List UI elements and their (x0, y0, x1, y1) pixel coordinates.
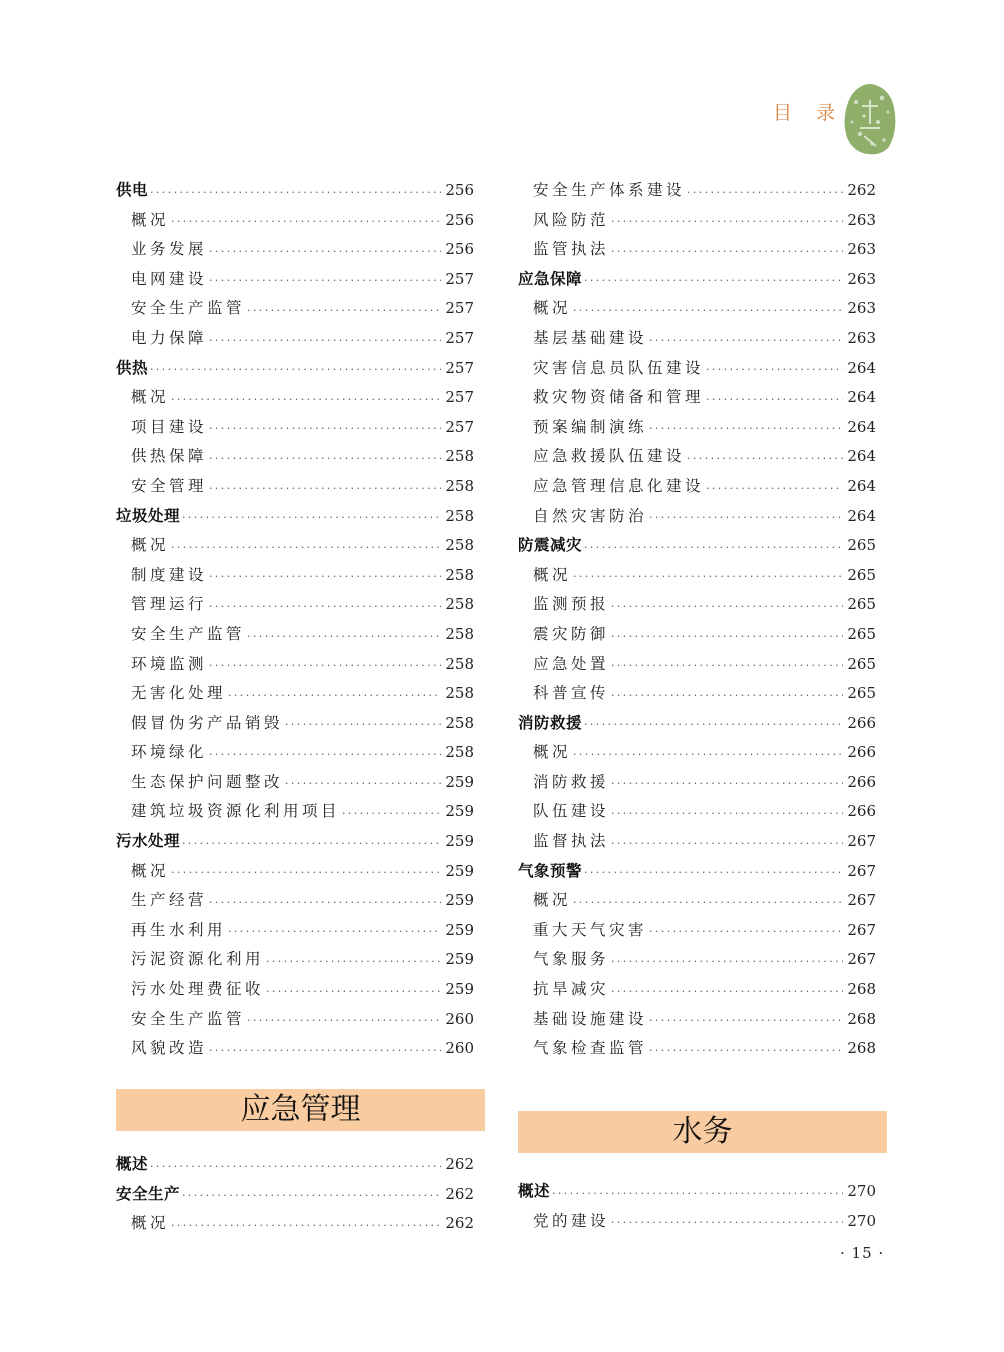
leader-dots (687, 446, 843, 472)
toc-right-after-banner (518, 1177, 876, 1236)
leader-dots (611, 683, 843, 709)
toc-entry-label: 概述 (116, 1155, 149, 1173)
leader-dots (247, 624, 441, 650)
toc-subsection-entry[interactable] (518, 294, 876, 324)
toc-entry-page: 267 (847, 920, 876, 939)
toc-subsection-entry[interactable] (518, 1034, 876, 1064)
toc-entry-label: 风险防范 (533, 210, 610, 229)
toc-subsection-entry[interactable] (518, 502, 876, 532)
toc-entry-page: 258 (445, 565, 474, 584)
toc-entry-page: 265 (847, 565, 876, 584)
toc-section-entry[interactable] (116, 176, 474, 206)
leader-dots (573, 564, 843, 590)
toc-entry-page: 262 (445, 1184, 474, 1203)
toc-subsection-entry[interactable] (116, 206, 474, 236)
leader-dots (182, 831, 441, 857)
toc-entry-page: 258 (445, 713, 474, 732)
toc-entry-page: 268 (847, 980, 876, 999)
toc-entry-page: 262 (445, 1214, 474, 1233)
toc-entry-label: 队伍建设 (533, 802, 610, 821)
leader-dots (573, 298, 843, 324)
toc-entry-page: 258 (445, 595, 474, 614)
toc-section-entry[interactable] (116, 827, 474, 857)
toc-subsection-entry[interactable] (116, 472, 474, 502)
toc-subsection-entry[interactable] (518, 206, 876, 236)
toc-entry-page: 257 (445, 269, 474, 288)
toc-entry-page: 263 (847, 299, 876, 318)
toc-entry-page: 263 (847, 210, 876, 229)
toc-entry-label: 供热 (116, 358, 149, 377)
toc-entry-label: 电网建设 (131, 269, 208, 288)
toc-entry-page: 267 (847, 950, 876, 969)
toc-entry-label: 应急管理信息化建设 (533, 476, 705, 495)
toc-entry-label: 环境绿化 (131, 743, 208, 762)
toc-subsection-entry[interactable] (116, 945, 474, 975)
toc-entry-page: 262 (445, 1155, 474, 1173)
toc-entry-label: 污泥资源化利用 (131, 950, 265, 969)
leader-dots (171, 860, 441, 886)
toc-entry-label: 重大天气灾害 (533, 920, 648, 939)
leader-dots (611, 831, 843, 857)
toc-entry-page: 264 (847, 388, 876, 407)
toc-entry-page: 266 (847, 802, 876, 821)
toc-section-entry[interactable] (518, 531, 876, 561)
leader-dots (584, 268, 843, 294)
toc-entry-page: 259 (445, 861, 474, 880)
toc-entry-page: 262 (847, 181, 876, 199)
toc-subsection-entry[interactable] (518, 561, 876, 591)
toc-entry-label: 震灾防御 (533, 624, 610, 643)
leader-dots (209, 594, 441, 620)
toc-entry-label: 气象检查监管 (533, 1039, 648, 1058)
leader-dots (687, 180, 843, 206)
toc-entry-label: 安全生产体系建设 (533, 181, 686, 199)
toc-entry-page: 258 (445, 476, 474, 495)
toc-right-column (518, 176, 876, 1064)
toc-subsection-entry[interactable] (518, 590, 876, 620)
leader-dots (150, 357, 441, 383)
toc-entry-page: 259 (445, 950, 474, 969)
leader-dots (584, 860, 843, 886)
toc-entry-page: 259 (445, 802, 474, 821)
toc-entry-label: 无害化处理 (131, 684, 227, 703)
leader-dots (611, 239, 843, 265)
toc-entry-label: 监督执法 (533, 832, 610, 851)
toc-subsection-entry[interactable] (116, 679, 474, 709)
leader-dots (611, 209, 843, 235)
toc-entry-label: 气象预警 (518, 861, 583, 880)
toc-subsection-entry[interactable] (116, 975, 474, 1005)
toc-subsection-entry[interactable] (116, 916, 474, 946)
toc-entry-label: 基础设施建设 (533, 1009, 648, 1028)
leader-dots (649, 1008, 843, 1034)
toc-subsection-entry[interactable] (116, 531, 474, 561)
toc-entry-label: 预案编制演练 (533, 417, 648, 436)
toc-entry-page: 258 (445, 536, 474, 555)
toc-entry-label: 科普宣传 (533, 684, 610, 703)
toc-entry-label: 概况 (533, 743, 572, 762)
toc-entry-label: 救灾物资储备和管理 (533, 388, 705, 407)
toc-entry-page: 257 (445, 358, 474, 377)
toc-entry-page: 258 (445, 506, 474, 525)
toc-entry-label: 气象服务 (533, 950, 610, 969)
toc-subsection-entry[interactable] (116, 294, 474, 324)
toc-subsection-entry[interactable] (116, 709, 474, 739)
leader-dots (611, 771, 843, 797)
toc-subsection-entry[interactable] (116, 768, 474, 798)
toc-entry-label: 项目建设 (131, 417, 208, 436)
toc-entry-label: 应急保障 (518, 269, 583, 288)
toc-subsection-entry[interactable] (518, 1207, 876, 1237)
toc-entry-label: 灾害信息员队伍建设 (533, 358, 705, 377)
leader-dots (171, 387, 441, 413)
toc-entry-label: 防震减灾 (518, 536, 583, 555)
toc-entry-label: 制度建设 (131, 565, 208, 584)
toc-entry-label: 风貌改造 (131, 1039, 208, 1058)
toc-entry-page: 263 (847, 240, 876, 259)
toc-entry-page: 270 (847, 1211, 876, 1230)
leader-dots (209, 742, 441, 768)
toc-entry-label: 消防救援 (533, 772, 610, 791)
toc-entry-page: 263 (847, 269, 876, 288)
toc-subsection-entry[interactable] (116, 857, 474, 887)
section-banner-emergency-management: 应急管理 (116, 1089, 485, 1131)
leader-dots (611, 653, 843, 679)
toc-entry-label: 概况 (131, 536, 170, 555)
toc-entry-page: 257 (445, 299, 474, 318)
leader-dots (247, 1008, 441, 1034)
toc-subsection-entry[interactable] (116, 590, 474, 620)
leader-dots (611, 979, 843, 1005)
leader-dots (209, 268, 441, 294)
toc-entry-label: 污水处理 (116, 832, 181, 851)
toc-entry-label: 电力保障 (131, 328, 208, 347)
toc-subsection-entry[interactable] (116, 383, 474, 413)
leader-dots (209, 653, 441, 679)
toc-subsection-entry[interactable] (518, 413, 876, 443)
leader-dots (573, 742, 843, 768)
toc-section-entry[interactable] (518, 709, 876, 739)
leader-dots (266, 949, 441, 975)
leader-dots (209, 890, 441, 916)
toc-entry-page: 265 (847, 595, 876, 614)
leader-dots (649, 919, 843, 945)
toc-entry-label: 概况 (533, 299, 572, 318)
leader-dots (649, 416, 843, 442)
leader-dots (150, 1154, 441, 1180)
leader-dots (342, 801, 441, 827)
leader-dots (649, 1038, 843, 1064)
toc-entry-label: 消防救援 (518, 713, 583, 732)
toc-subsection-entry[interactable] (116, 797, 474, 827)
toc-entry-label: 安全生产监管 (131, 299, 246, 318)
toc-entry-label: 抗旱减灾 (533, 980, 610, 999)
toc-entry-label: 监测预报 (533, 595, 610, 614)
leader-dots (611, 801, 843, 827)
toc-subsection-entry[interactable] (518, 383, 876, 413)
toc-entry-page: 264 (847, 358, 876, 377)
toc-subsection-entry[interactable] (518, 975, 876, 1005)
leader-dots (285, 771, 441, 797)
leader-dots (171, 535, 441, 561)
toc-section-entry[interactable] (518, 265, 876, 295)
leader-dots (150, 180, 441, 206)
toc-subsection-entry[interactable] (518, 916, 876, 946)
toc-entry-page: 260 (445, 1009, 474, 1028)
leader-dots (209, 476, 441, 502)
toc-section-entry[interactable] (116, 1150, 474, 1180)
toc-entry-page: 256 (445, 181, 474, 199)
toc-entry-label: 再生水利用 (131, 920, 227, 939)
toc-entry-label: 概况 (533, 891, 572, 910)
toc-entry-page: 270 (847, 1182, 876, 1200)
toc-subsection-entry[interactable] (116, 620, 474, 650)
toc-left-column (116, 176, 474, 1064)
leader-dots (552, 1181, 843, 1207)
toc-subsection-entry[interactable] (518, 620, 876, 650)
toc-subsection-entry[interactable] (518, 768, 876, 798)
toc-entry-label: 概况 (131, 210, 170, 229)
toc-subsection-entry[interactable] (518, 945, 876, 975)
toc-subsection-entry[interactable] (518, 827, 876, 857)
toc-entry-label: 概况 (131, 388, 170, 407)
toc-subsection-entry[interactable] (518, 324, 876, 354)
toc-entry-page: 257 (445, 417, 474, 436)
leader-dots (285, 712, 441, 738)
toc-entry-label: 监管执法 (533, 240, 610, 259)
toc-entry-page: 259 (445, 772, 474, 791)
toc-subsection-entry[interactable] (116, 413, 474, 443)
toc-subsection-entry[interactable] (116, 324, 474, 354)
toc-entry-page: 265 (847, 684, 876, 703)
toc-subsection-entry[interactable] (116, 265, 474, 295)
leader-dots (247, 298, 441, 324)
toc-entry-label: 供热保障 (131, 447, 208, 466)
toc-entry-label: 概况 (533, 565, 572, 584)
leader-dots (611, 624, 843, 650)
toc-entry-page: 266 (847, 713, 876, 732)
toc-entry-page: 267 (847, 891, 876, 910)
leader-dots (611, 594, 843, 620)
toc-entry-page: 258 (445, 624, 474, 643)
leader-dots (171, 209, 441, 235)
toc-entry-label: 假冒伪劣产品销毁 (131, 713, 284, 732)
leader-dots (573, 890, 843, 916)
toc-entry-page: 256 (445, 240, 474, 259)
toc-entry-page: 258 (445, 447, 474, 466)
leader-dots (706, 476, 843, 502)
toc-entry-page: 259 (445, 891, 474, 910)
toc-entry-page: 267 (847, 832, 876, 851)
toc-section-entry[interactable] (518, 857, 876, 887)
leader-dots (182, 505, 441, 531)
toc-entry-label: 概述 (518, 1182, 551, 1200)
toc-subsection-entry[interactable] (116, 886, 474, 916)
toc-section-entry[interactable] (116, 502, 474, 532)
toc-subsection-entry[interactable] (518, 1005, 876, 1035)
leader-dots (266, 979, 441, 1005)
toc-entry-label: 自然灾害防治 (533, 506, 648, 525)
toc-entry-label: 安全生产监管 (131, 624, 246, 643)
toc-entry-page: 266 (847, 772, 876, 791)
leader-dots (611, 949, 843, 975)
toc-entry-label: 垃圾处理 (116, 506, 181, 525)
toc-entry-label: 党的建设 (533, 1211, 610, 1230)
toc-subsection-entry[interactable] (518, 235, 876, 265)
toc-entry-page: 264 (847, 417, 876, 436)
toc-entry-page: 259 (445, 920, 474, 939)
toc-entry-page: 267 (847, 861, 876, 880)
toc-subsection-entry[interactable] (518, 738, 876, 768)
leader-dots (649, 328, 843, 354)
toc-subsection-entry[interactable] (116, 442, 474, 472)
toc-entry-page: 264 (847, 476, 876, 495)
toc-entry-label: 安全管理 (131, 476, 208, 495)
leader-dots (171, 1213, 441, 1239)
toc-section-entry[interactable] (518, 1177, 876, 1207)
toc-entry-label: 安全生产监管 (131, 1009, 246, 1028)
toc-entry-label: 供电 (116, 181, 149, 199)
toc-entry-label: 生产经营 (131, 891, 208, 910)
toc-entry-label: 概况 (131, 861, 170, 880)
toc-entry-label: 建筑垃圾资源化利用项目 (131, 802, 341, 821)
toc-entry-page: 257 (445, 388, 474, 407)
toc-subsection-entry[interactable] (518, 176, 876, 206)
leader-dots (228, 683, 441, 709)
seal-stamp-icon (842, 82, 898, 156)
toc-entry-page: 266 (847, 743, 876, 762)
toc-header-title: 目 录 (773, 102, 845, 124)
leader-dots (228, 919, 441, 945)
toc-section-entry[interactable] (116, 1180, 474, 1210)
toc-entry-page: 258 (445, 684, 474, 703)
leader-dots (209, 564, 441, 590)
toc-entry-page: 265 (847, 536, 876, 555)
toc-subsection-entry[interactable] (518, 679, 876, 709)
leader-dots (209, 416, 441, 442)
toc-subsection-entry[interactable] (518, 472, 876, 502)
toc-entry-label: 管理运行 (131, 595, 208, 614)
toc-entry-page: 259 (445, 980, 474, 999)
toc-entry-page: 258 (445, 654, 474, 673)
toc-entry-label: 业务发展 (131, 240, 208, 259)
leader-dots (649, 505, 843, 531)
toc-subsection-entry[interactable] (116, 235, 474, 265)
toc-entry-label: 环境监测 (131, 654, 208, 673)
toc-entry-label: 基层基础建设 (533, 328, 648, 347)
leader-dots (209, 328, 441, 354)
leader-dots (611, 1210, 843, 1236)
toc-entry-label: 安全生产 (116, 1184, 181, 1203)
toc-subsection-entry[interactable] (518, 797, 876, 827)
toc-entry-page: 264 (847, 506, 876, 525)
leader-dots (584, 712, 843, 738)
toc-section-entry[interactable] (116, 354, 474, 384)
toc-subsection-entry[interactable] (116, 1034, 474, 1064)
toc-entry-page: 259 (445, 832, 474, 851)
toc-entry-label: 应急处置 (533, 654, 610, 673)
toc-subsection-entry[interactable] (116, 1005, 474, 1035)
toc-entry-page: 258 (445, 743, 474, 762)
toc-left-after-banner (116, 1150, 474, 1239)
section-banner-water-affairs: 水务 (518, 1111, 887, 1153)
toc-subsection-entry[interactable] (518, 886, 876, 916)
toc-subsection-entry[interactable] (518, 442, 876, 472)
toc-subsection-entry[interactable] (116, 1209, 474, 1239)
toc-entry-page: 263 (847, 328, 876, 347)
toc-entry-label: 应急救援队伍建设 (533, 447, 686, 466)
leader-dots (209, 1038, 441, 1064)
leader-dots (209, 446, 441, 472)
toc-entry-page: 265 (847, 624, 876, 643)
toc-entry-page: 257 (445, 328, 474, 347)
leader-dots (209, 239, 441, 265)
toc-entry-label: 生态保护问题整改 (131, 772, 284, 791)
leader-dots (706, 387, 843, 413)
toc-entry-page: 268 (847, 1009, 876, 1028)
toc-subsection-entry[interactable] (116, 650, 474, 680)
leader-dots (584, 535, 843, 561)
toc-subsection-entry[interactable] (116, 561, 474, 591)
leader-dots (182, 1183, 441, 1209)
toc-subsection-entry[interactable] (518, 650, 876, 680)
page-number: · 15 · (840, 1244, 885, 1262)
toc-subsection-entry[interactable] (518, 354, 876, 384)
leader-dots (706, 357, 843, 383)
toc-entry-page: 268 (847, 1039, 876, 1058)
toc-subsection-entry[interactable] (116, 738, 474, 768)
toc-entry-label: 概况 (131, 1214, 170, 1233)
toc-entry-page: 256 (445, 210, 474, 229)
toc-entry-page: 265 (847, 654, 876, 673)
toc-entry-label: 污水处理费征收 (131, 980, 265, 999)
toc-entry-page: 264 (847, 447, 876, 466)
toc-entry-page: 260 (445, 1039, 474, 1058)
